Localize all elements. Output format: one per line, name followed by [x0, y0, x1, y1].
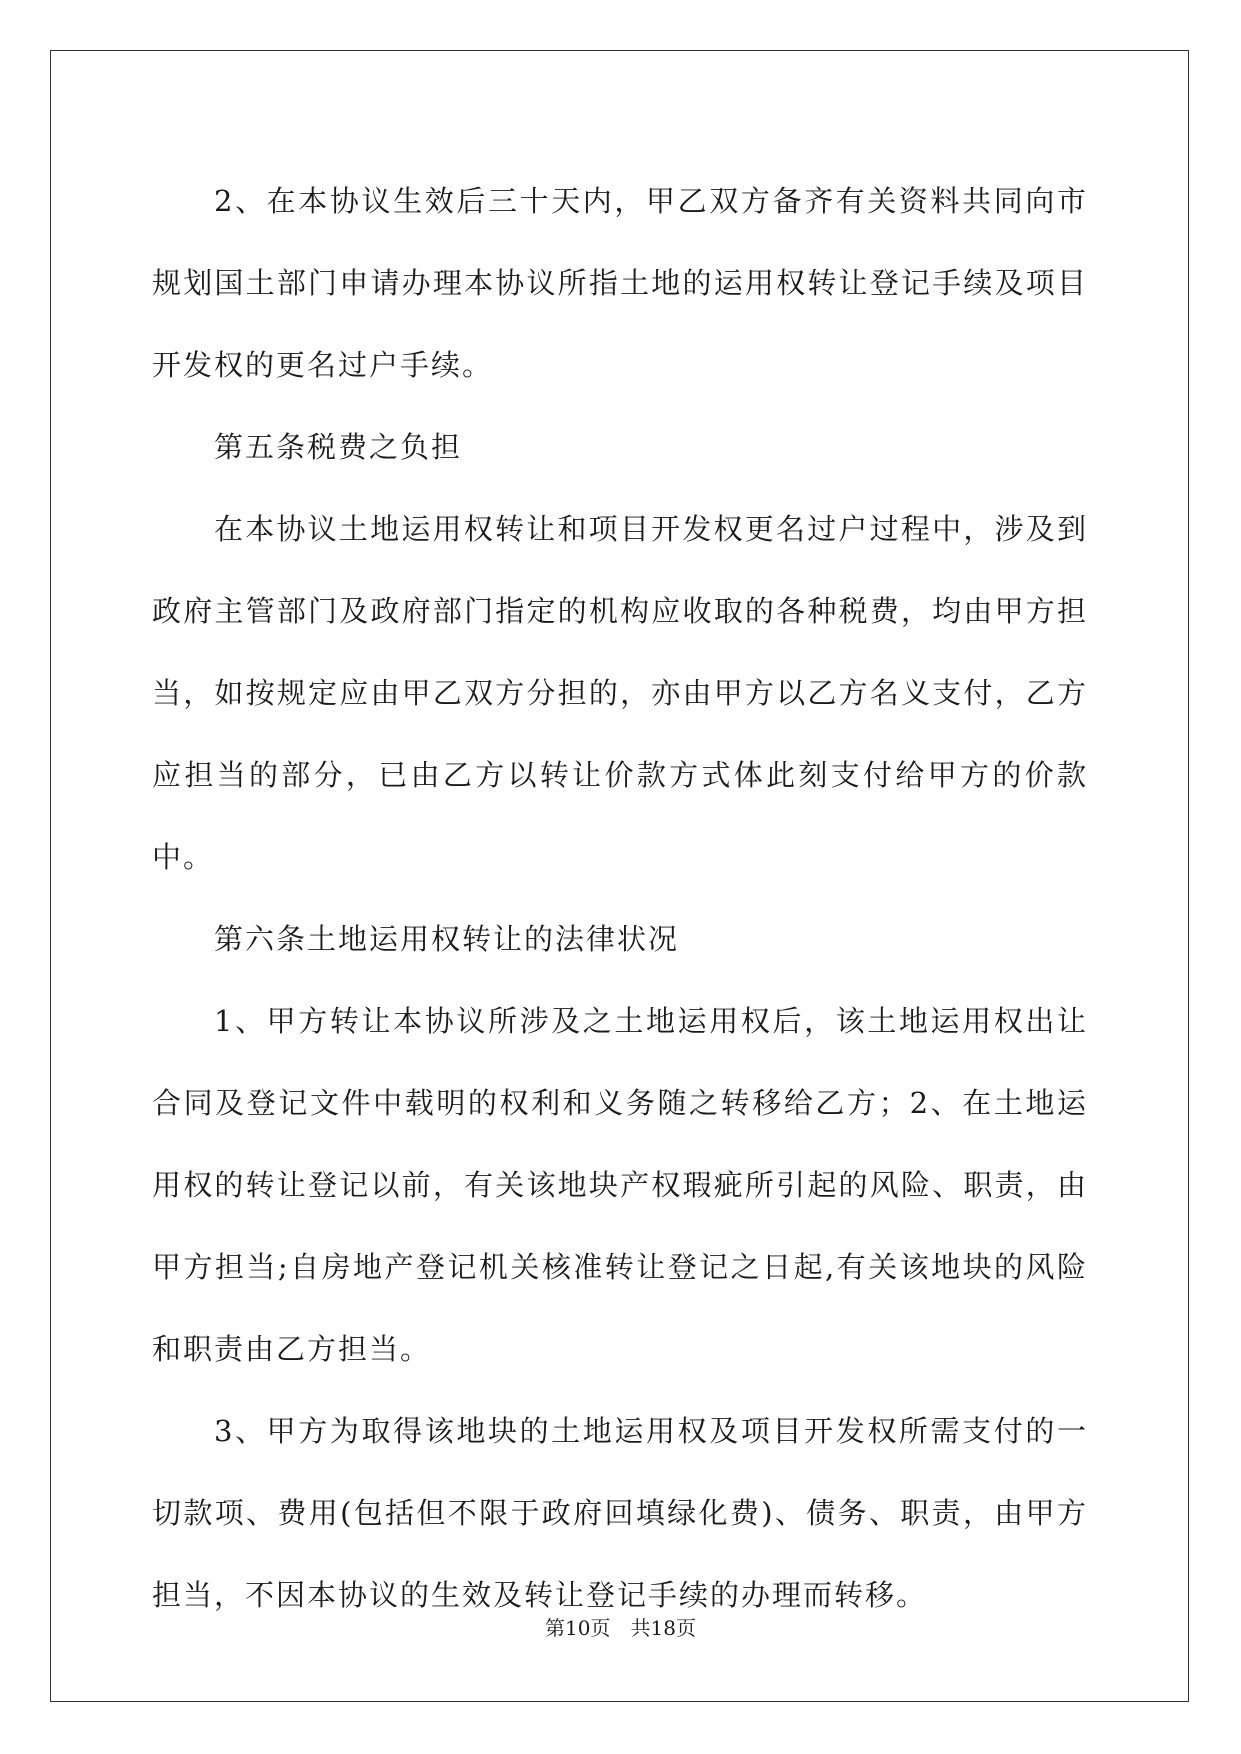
paragraph-legal-status-3: 3、甲方为取得该地块的土地运用权及项目开发权所需支付的一切款项、费用(包括但不限于政府回填绿化费)、债务、职责，由甲方担当，不因本协议的生效及转让登记手续的办理而转移。 — [152, 1414, 1088, 1612]
page-number-footer: 第10页 共18页 — [545, 1616, 696, 1640]
document-body — [152, 160, 1088, 1636]
paragraph-registration-procedure: 2、在本协议生效后三十天内，甲乙双方备齐有关资料共同向市规划国土部门申请办理本协议所指土地的运用权转让登记手续及项目开发权的更名过户手续。 — [152, 184, 1088, 382]
paragraph-tax-burden: 在本协议土地运用权转让和项目开发权更名过户过程中，涉及到政府主管部门及政府部门指定的机构应收取的各种税费，均由甲方担当，如按规定应由甲乙双方分担的，亦由甲方以乙方名义支付，乙方应担当的部分，已由乙方以转让价款方式体此刻支付给甲方的价款中。 — [152, 512, 1088, 874]
heading-article-5-tax-burden: 第五条税费之负担 — [214, 430, 463, 464]
heading-article-6-legal-status: 第六条土地运用权转让的法律状况 — [214, 922, 680, 956]
paragraph-legal-status-1-2: 1、甲方转让本协议所涉及之土地运用权后，该土地运用权出让合同及登记文件中载明的权利和义务随之转移给乙方；2、在土地运用权的转让登记以前，有关该地块产权瑕疵所引起的风险、职责，由甲方担当;自房地产登记机关核准转让登记之日起,有关该地块的风险和职责由乙方担当。 — [152, 1004, 1088, 1366]
